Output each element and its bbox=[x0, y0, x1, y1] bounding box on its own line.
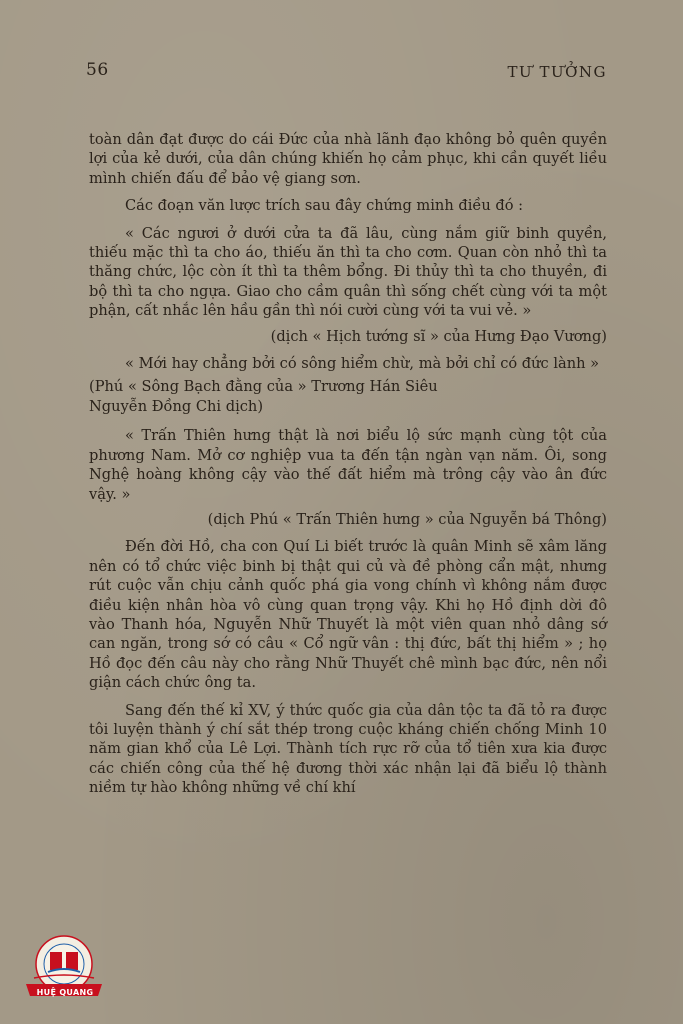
quote: « Mới hay chẳng bởi có sông hiểm chừ, mà bởi chỉ có đức lành » bbox=[125, 355, 600, 373]
quote: « Các ngươi ở dưới cửa ta đã lâu, cùng nắm giữ binh quyền, thiếu mặc thì ta cho áo, thiếu ăn thì ta cho cơm. Quan còn nhỏ thì ta thăng chức, lộc còn ít thì ta thêm bổng. Đi thủy thì ta cho thuyền, đi bộ thì ta cho ngựa. Giao cho cầm quân thì sống chết cùng với ta một phận, cất nhắc lên hầu gần thì nói cười cùng với ta vui vẻ. » bbox=[89, 224, 607, 320]
body-text bbox=[89, 130, 607, 798]
citation-line: (Phú « Sông Bạch đằng của » Trương Hán Siêu bbox=[89, 378, 438, 396]
citation: (dịch Phú « Trấn Thiên hưng » của Nguyễn bá Thông) bbox=[207, 510, 607, 528]
running-header: TƯ TƯỞNG bbox=[507, 63, 607, 81]
paragraph: Sang đến thế kỉ XV, ý thức quốc gia của dân tộc ta đã tỏ ra được tôi luyện thành ý chí sắt thép trong cuộc kháng chiến chống Minh 10 năm gian khổ của Lê Lợi. Thành tích rực rỡ của tổ tiên xưa kia được các chiến công của thế hệ đương thời xác nhận lại đã biểu lộ thành niềm tự hào không những về chí khí bbox=[89, 701, 607, 797]
paragraph: Các đoạn văn lược trích sau đây chứng minh điều đó : bbox=[125, 197, 524, 215]
citation bbox=[89, 377, 607, 416]
paragraph: toàn dân đạt được do cái Đức của nhà lãnh đạo không bỏ quên quyền lợi của kẻ dưới, của dân chúng khiến họ cảm phục, khi cần quyết liều mình chiến đấu để bảo vệ giang sơn. bbox=[89, 131, 607, 187]
page-number: 56 bbox=[86, 60, 109, 80]
watermark-label: HUỆ QUANG bbox=[36, 988, 94, 997]
quote: « Trấn Thiên hưng thật là nơi biểu lộ sức mạnh cùng tột của phương Nam. Mở cơ nghiệp vua ta đến tận ngàn vạn năm. Ôi, song Nghệ hoàng không cậy vào thế đất hiểm mà trông cậy vào ân đức vậy. » bbox=[89, 427, 607, 503]
paragraph: Đến đời Hồ, cha con Quí Li biết trước là quân Minh sẽ xâm lăng nên có tổ chức việc binh bị thật qui củ và đề phòng cẩn mật, nhưng rút cuộc vẫn chịu cảnh quốc phá gia vong chính vì không nắm được điều kiện nhân hòa vô cùng quan trọng vậy. Khi họ Hồ định dời đô vào Thanh hóa, Nguyễn Nhữ Thuyết là một viên quan nhỏ dâng sớ can ngăn, trong sớ có câu « Cổ ngữ vân : thị đức, bất thị hiểm » ; họ Hồ đọc đến câu này cho rằng Nhữ Thuyết chê mình bạc đức, nên nổi giận cách chức ông ta. bbox=[89, 538, 607, 692]
citation-line: Nguyễn Đồng Chi dịch) bbox=[89, 397, 264, 415]
citation: (dịch « Hịch tướng sĩ » của Hưng Đạo Vương) bbox=[270, 327, 607, 345]
